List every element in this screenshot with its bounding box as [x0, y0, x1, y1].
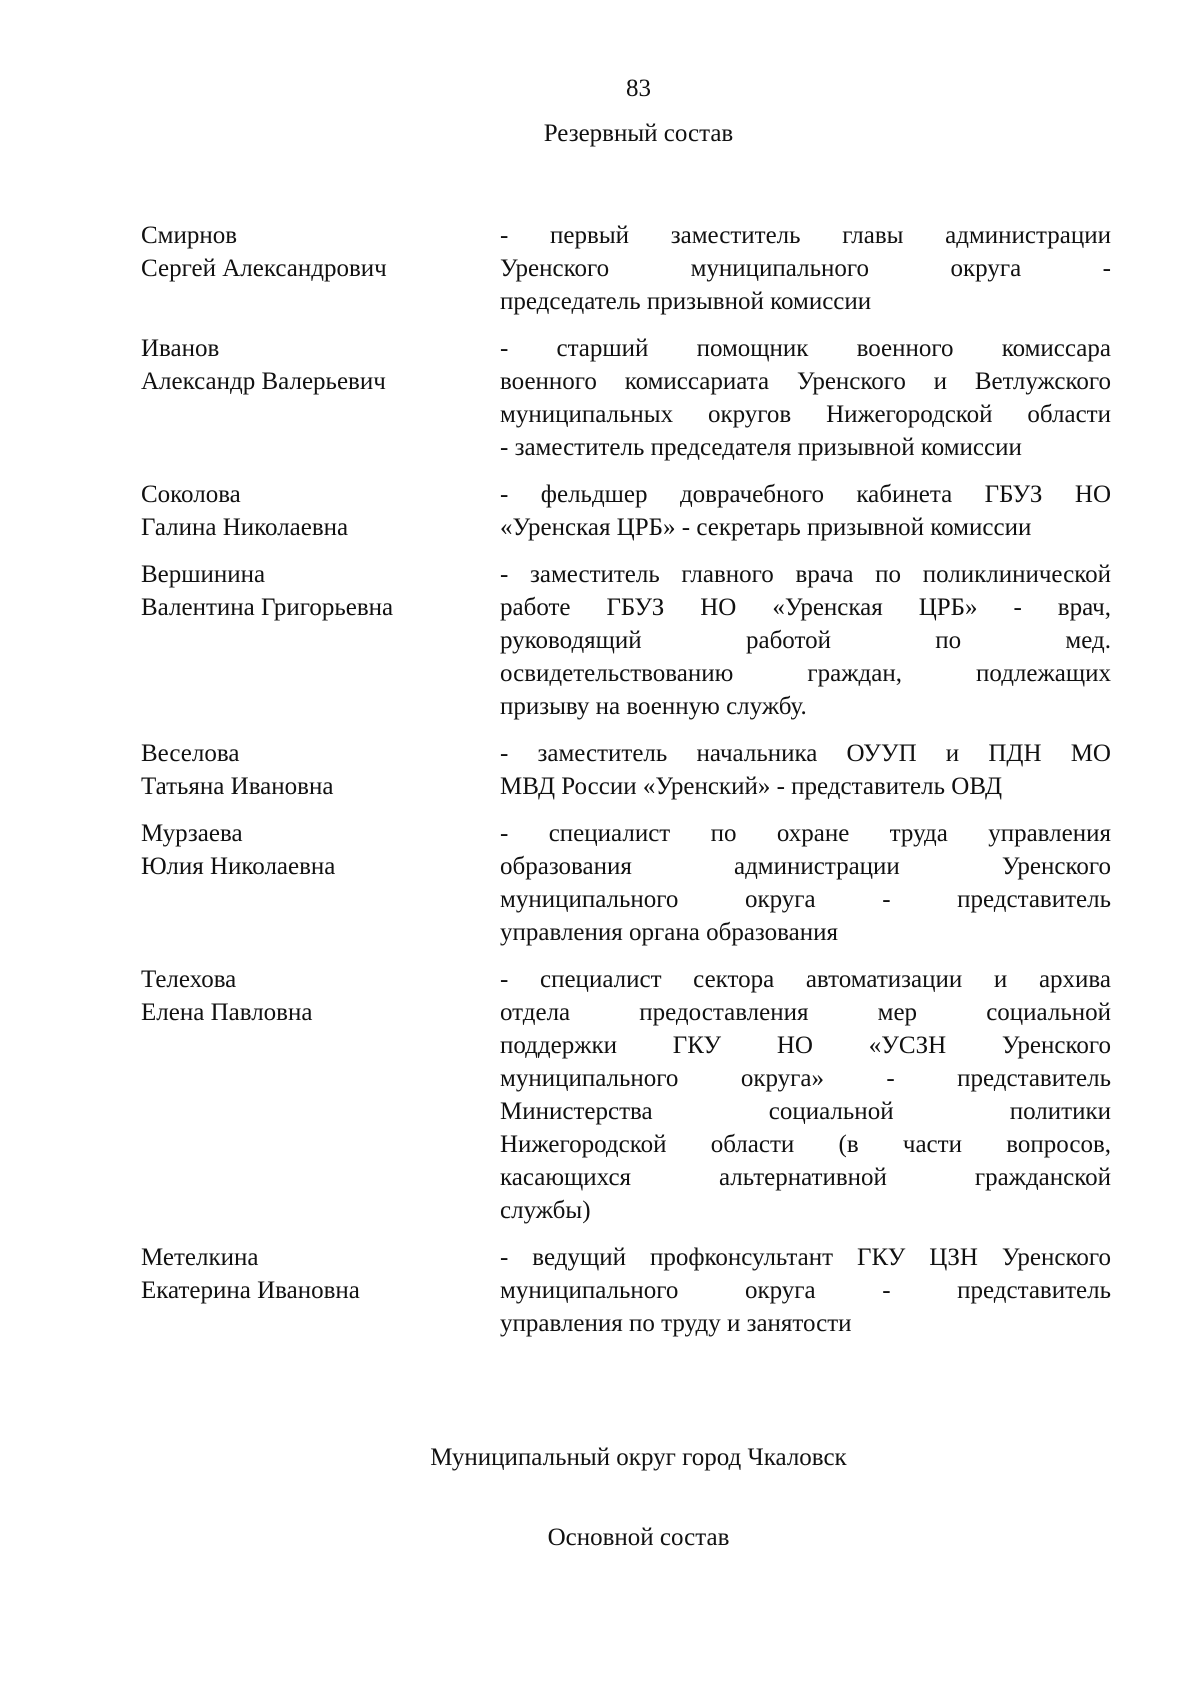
member-role-line: муниципальных округов Нижегородской области — [500, 401, 1111, 428]
member-role-line: Министерства социальной политики — [500, 1098, 1111, 1125]
member-given-names: Александр Валерьевич — [141, 368, 386, 395]
main-composition-title: Основной состав — [547, 1524, 730, 1551]
member-role-line: Нижегородской области (в части вопросов, — [500, 1131, 1111, 1158]
member-given-names: Татьяна Ивановна — [141, 773, 334, 800]
member-entry — [141, 963, 1111, 1227]
member-name — [141, 219, 500, 318]
member-role-line: управления по труду и занятости — [500, 1310, 852, 1337]
member-role-line: - заместитель начальника ОУУП и ПДН МО — [500, 740, 1111, 767]
reserve-composition-title: Резервный состав — [543, 120, 734, 147]
member-surname: Мурзаева — [141, 820, 243, 847]
member-entry — [141, 817, 1111, 949]
member-role-line: - фельдшер доврачебного кабинета ГБУЗ НО — [500, 481, 1111, 508]
member-given-names: Валентина Григорьевна — [141, 594, 394, 621]
member-given-names: Галина Николаевна — [141, 514, 349, 541]
member-role-line: призыву на военную службу. — [500, 693, 807, 720]
member-entry — [141, 558, 1111, 723]
member-entry — [141, 737, 1111, 803]
member-role-line: работе ГБУЗ НО «Уренская ЦРБ» - врач, — [500, 594, 1111, 621]
member-name — [141, 963, 500, 1227]
member-name — [141, 737, 500, 803]
member-role-line: - старший помощник военного комиссара — [500, 335, 1111, 362]
member-role-line: Уренского муниципального округа - — [500, 255, 1111, 282]
member-surname: Телехова — [141, 966, 237, 993]
member-role — [500, 219, 1111, 318]
member-surname: Метелкина — [141, 1244, 259, 1271]
member-role-line: касающихся альтернативной гражданской — [500, 1164, 1111, 1191]
member-entry — [141, 478, 1111, 544]
member-role — [500, 963, 1111, 1227]
member-entry — [141, 332, 1111, 464]
member-role-line: отдела предоставления мер социальной — [500, 999, 1111, 1026]
member-role-line: - специалист по охране труда управления — [500, 820, 1111, 847]
member-role-line: поддержки ГКУ НО «УСЗН Уренского — [500, 1032, 1111, 1059]
member-role — [500, 817, 1111, 949]
page-number: 83 — [626, 75, 651, 102]
member-role-line: - специалист сектора автоматизации и архива — [500, 966, 1111, 993]
member-name — [141, 817, 500, 949]
member-name — [141, 478, 500, 544]
member-role-line: муниципального округа - представитель — [500, 1277, 1111, 1304]
member-role-line: освидетельствованию граждан, подлежащих — [500, 660, 1111, 687]
member-role-line: руководящий работой по мед. — [500, 627, 1111, 654]
member-given-names: Юлия Николаевна — [141, 853, 336, 880]
member-surname: Веселова — [141, 740, 240, 767]
member-given-names: Екатерина Ивановна — [141, 1277, 360, 1304]
member-role — [500, 737, 1111, 803]
member-surname: Соколова — [141, 481, 241, 508]
member-role-line: «Уренская ЦРБ» - секретарь призывной комиссии — [500, 514, 1032, 541]
member-role-line: - заместитель председателя призывной комиссии — [500, 434, 1022, 461]
municipality-title: Муниципальный округ город Чкаловск — [430, 1444, 847, 1471]
member-role-line: военного комиссариата Уренского и Ветлужского — [500, 368, 1111, 395]
member-role-line: председатель призывной комиссии — [500, 288, 872, 315]
member-role — [500, 332, 1111, 464]
member-name — [141, 332, 500, 464]
member-name — [141, 558, 500, 723]
member-role-line: муниципального округа - представитель — [500, 886, 1111, 913]
member-role-line: - ведущий профконсультант ГКУ ЦЗН Уренского — [500, 1244, 1111, 1271]
member-role — [500, 1241, 1111, 1340]
member-entry — [141, 219, 1111, 318]
member-list — [141, 219, 1111, 1354]
member-name — [141, 1241, 500, 1340]
member-role-line: муниципального округа» - представитель — [500, 1065, 1111, 1092]
member-role — [500, 558, 1111, 723]
member-role-line: управления органа образования — [500, 919, 838, 946]
member-role — [500, 478, 1111, 544]
member-surname: Вершинина — [141, 561, 266, 588]
member-surname: Иванов — [141, 335, 220, 362]
member-role-line: - заместитель главного врача по поликлинической — [500, 561, 1111, 588]
member-given-names: Елена Павловна — [141, 999, 313, 1026]
member-role-line: образования администрации Уренского — [500, 853, 1111, 880]
member-role-line: МВД России «Уренский» - представитель ОВД — [500, 773, 1003, 800]
member-role-line: службы) — [500, 1197, 591, 1224]
member-role-line: - первый заместитель главы администрации — [500, 222, 1111, 249]
member-entry — [141, 1241, 1111, 1340]
member-surname: Смирнов — [141, 222, 238, 249]
member-given-names: Сергей Александрович — [141, 255, 387, 282]
